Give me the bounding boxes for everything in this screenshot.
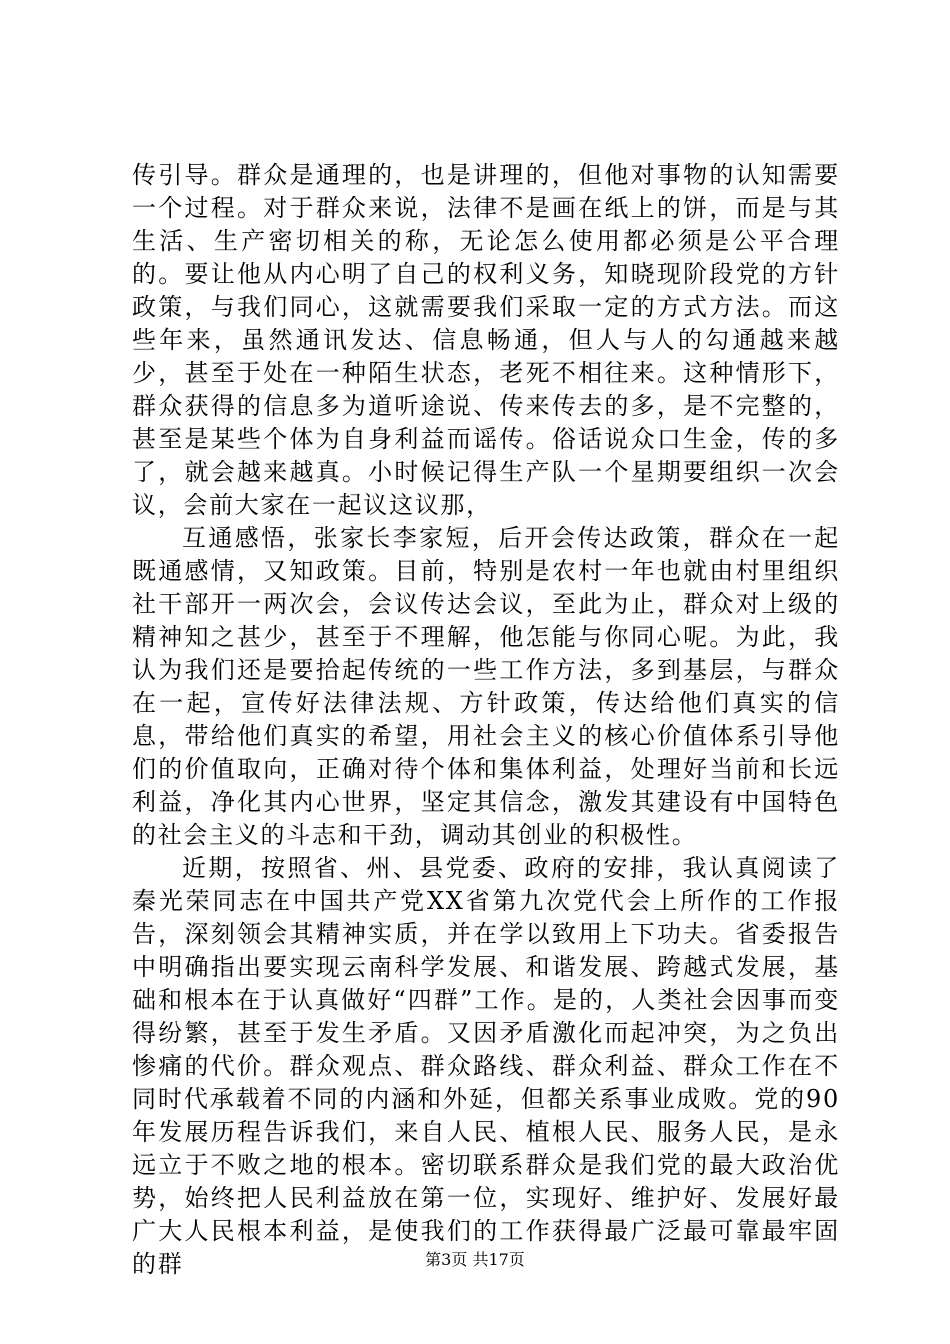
page-number-label: 第3页 共17页 <box>425 1250 525 1269</box>
paragraph-1: 传引导。群众是通理的，也是讲理的，但他对事物的认知需要一个过程。对于群众来说，法律不是画在纸上的饼，而是与其生活、生产密切相关的称，无论怎么使用都必须是公平合理的。要让他从内心明了自己的权利义务，知晓现阶段党的方针政策，与我们同心，这就需要我们采取一定的方式方法。而这些年来，虽然通讯发达、信息畅通，但人与人的勾通越来越少，甚至于处在一种陌生状态，老死不相往来。这种情形下，群众获得的信息多为道听途说、传来传去的多，是不完整的，甚至是某些个体为自身利益而谣传。俗话说众口生金，传的多了，就会越来越真。小时候记得生产队一个星期要组织一次会议，会前大家在一起议这议那， <box>132 161 840 519</box>
paragraph-2: 互通感悟，张家长李家短，后开会传达政策，群众在一起既通感情，又知政策。目前，特别是农村一年也就由村里组织社干部开一两次会，会议传达会议，至此为止，群众对上级的精神知之甚少，甚至于不理解，他怎能与你同心呢。为此，我认为我们还是要拾起传统的一些工作方法，多到基层，与群众在一起，宣传好法律法规、方针政策，传达给他们真实的信息，带给他们真实的希望，用社会主义的核心价值体系引导他们的价值取向，正确对待个体和集体利益，处理好当前和长远利益，净化其内心世界，坚定其信念，激发其建设有中国特色的社会主义的斗志和干劲，调动其创业的积极性。 <box>132 524 840 849</box>
page-footer <box>0 1250 950 1270</box>
document-body <box>132 159 840 1281</box>
paragraph-3: 近期，按照省、州、县党委、政府的安排，我认真阅读了秦光荣同志在中国共产党XX省第九次党代会上所作的工作报告，深刻领会其精神实质，并在学以致用上下功夫。省委报告中明确指出要实现云南科学发展、和谐发展、跨越式发展，基础和根本在于认真做好“四群”工作。是的，人类社会因事而变得纷繁，甚至于发生矛盾。又因矛盾激化而起冲突，为之负出惨痛的代价。群众观点、群众路线、群众利益、群众工作在不同时代承载着不同的内涵和外延，但都关系事业成败。党的90年发展历程告诉我们，来自人民、植根人民、服务人民，是永远立于不败之地的根本。密切联系群众是我们党的最大政治优势，始终把人民利益放在第一位，实现好、维护好、发展好最广大人民根本利益，是使我们的工作获得最广泛最可靠最牢固的群 <box>132 854 840 1278</box>
